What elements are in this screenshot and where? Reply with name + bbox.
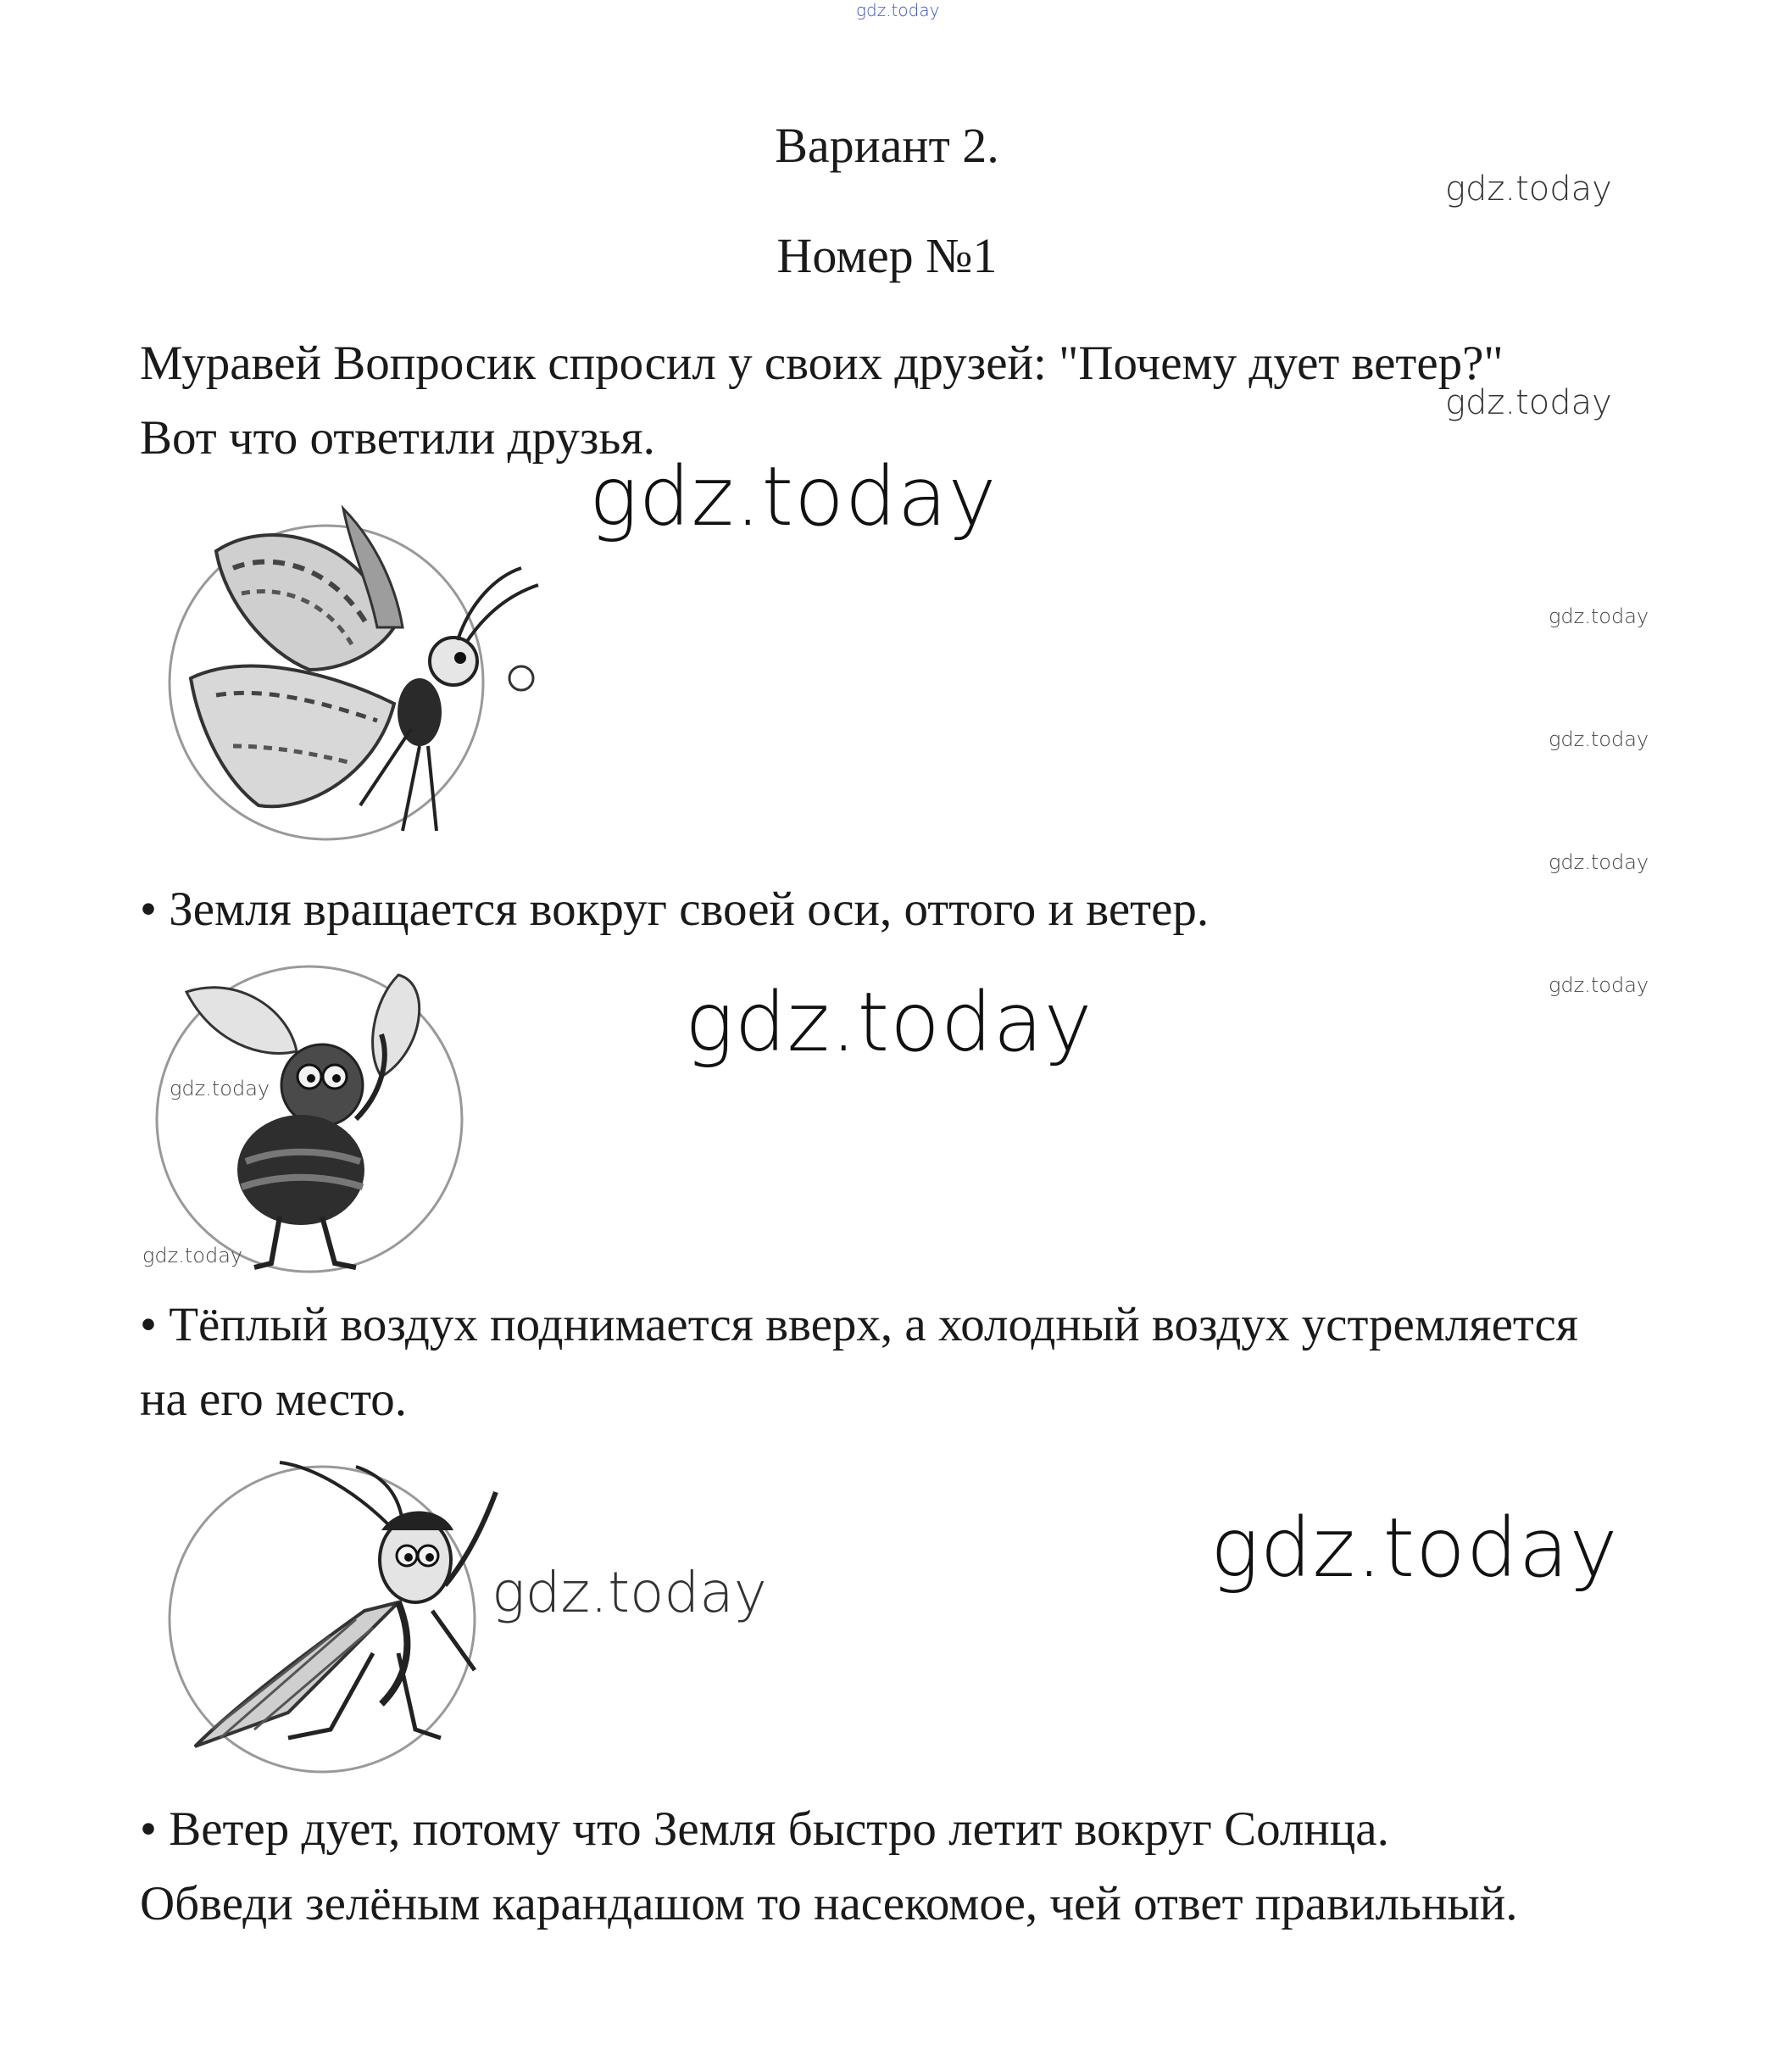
watermark: gdz.today <box>1445 170 1612 209</box>
number-title: Номер №1 <box>776 228 998 283</box>
watermark: gdz.today <box>1549 604 1649 628</box>
answer-grasshopper: • Ветер дует, потому что Земля быстро летит вокруг Солнца. <box>140 1802 1389 1856</box>
watermark: gdz.today <box>1210 1501 1619 1596</box>
watermark: gdz.today <box>1549 973 1649 997</box>
watermark: gdz.today <box>589 449 998 544</box>
watermark: gdz.today <box>1549 727 1649 751</box>
watermark-top: gdz.today <box>856 0 940 20</box>
watermark: gdz.today <box>492 1560 767 1625</box>
answer-butterfly: • Земля вращается вокруг своей оси, оттого и ветер. <box>140 883 1210 936</box>
watermark: gdz.today <box>142 1244 243 1267</box>
watermark: gdz.today <box>170 1077 270 1100</box>
grasshopper-illustration <box>161 1458 568 1797</box>
butterfly-illustration <box>140 500 564 856</box>
bumblebee-illustration <box>153 958 492 1280</box>
watermark: gdz.today <box>685 975 1093 1070</box>
intro-line-2: Вот что ответили друзья. <box>140 411 655 465</box>
answer-bumblebee-line-1: • Тёплый воздух поднимается вверх, а холодный воздух устремляется <box>140 1298 1579 1351</box>
intro-line-1: Муравей Вопросик спросил у своих друзей: "Почему дует ветер?" <box>140 337 1504 390</box>
answer-bumblebee-line-2: на его место. <box>140 1373 408 1426</box>
watermark: gdz.today <box>1549 850 1649 874</box>
task-instruction: Обведи зелёным карандашом то насекомое, чей ответ правильный. <box>140 1877 1518 1930</box>
watermark: gdz.today <box>1445 383 1612 422</box>
variant-title: Вариант 2. <box>775 118 999 173</box>
